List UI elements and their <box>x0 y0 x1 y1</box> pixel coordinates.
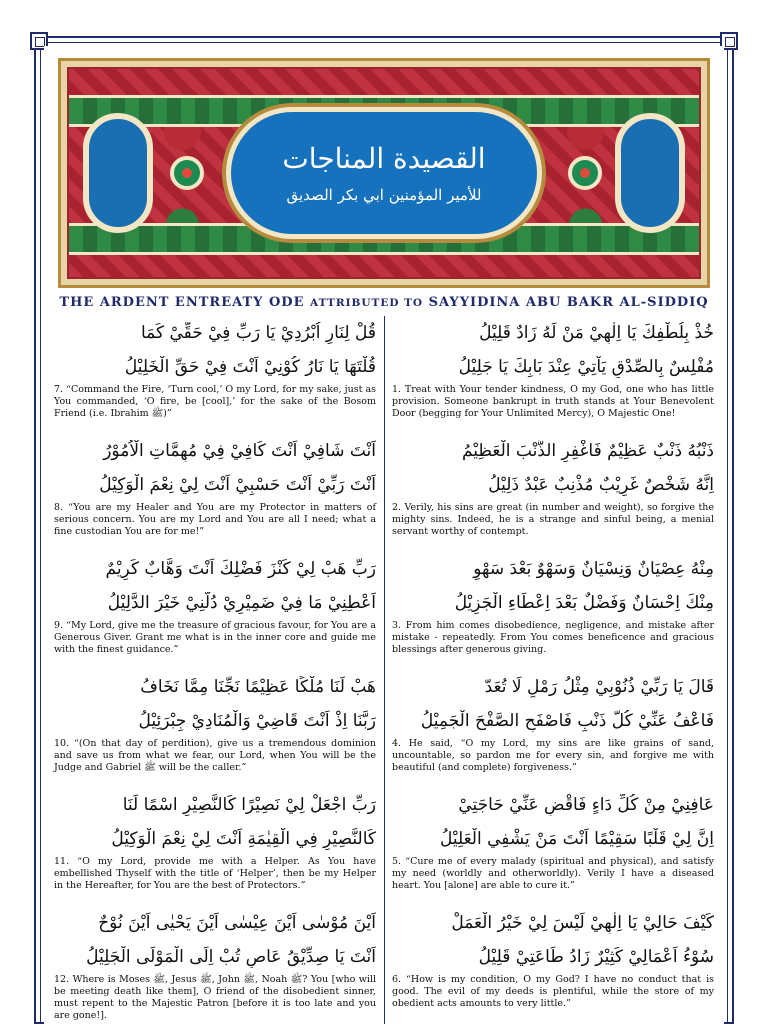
heading-part-2: ATTRIBUTED TO <box>310 297 424 309</box>
arabic-line-1: اَنْتَ شَافِيْ اَنْتَ كَافِيْ فِيْ مُهِمَّاتِ الْاُمُوْرُ <box>103 441 376 461</box>
ornamental-banner <box>58 58 710 288</box>
translation: 3. From him comes disobedience, negligence, and mistake after mistake - repeatedly. From You comes beneficence and gracious blessings after generous giving. <box>392 620 714 655</box>
arabic-line-1: رَبِّ هَبْ لِيْ كَنْزَ فَضْلِكَ اَنْتَ وَهَّابٌ كَرِيْمٌ <box>105 559 376 579</box>
verse-9 <box>54 558 376 656</box>
page <box>44 46 724 1024</box>
heading-part-1: THE ARDENT ENTREATY ODE <box>59 295 305 310</box>
arabic-line-2: كَالنَّصِيْرِ فِي الْقِيٰمَةِ اَنْتَ لِيْ نِعْمَ الْوَكِيْلُ <box>111 829 376 849</box>
arabic-line-1: رَبِّ اجْعَلْ لِيْ نَصِيْرًا كَالنَّصِيْرِ اسْمًا لَنَا <box>122 795 376 815</box>
arabic-line-2: مُفْلِسٌ بِالصِّدْقِ يَاْتِيْ عِنْدَ بَابِكَ يَا جَلِيْلُ <box>458 357 714 377</box>
arabic-line-1: اَيْنَ مُوْسٰى اَيْنَ عِيْسٰى اَيْنَ يَحْيٰى اَيْنَ نُوْحٌ <box>98 913 376 933</box>
translation: 1. Treat with Your tender kindness, O my God, one who has little provision. Someone bankrupt in truth stands at Your Benevolent Door (begging for Your Unlimited Mercy), O Majestic One! <box>392 384 714 419</box>
side-medallion-left <box>83 113 153 233</box>
verse-12 <box>54 912 376 1022</box>
verse-columns <box>44 316 724 1024</box>
arabesque-pattern <box>67 67 701 279</box>
arabic-line-2: اِنَّهُ شَخْصٌ غَرِيْبٌ مُذْنِبٌ عَبْدٌ ذَلِيْلُ <box>488 475 714 495</box>
translation: 5. “Cure me of every malady (spiritual and physical), and satisfy my need (worldly and otherworldly). Verily I have a diseased heart. You [alone] are able to cure it.” <box>392 856 714 891</box>
arabic-line-1: ذَنْبُهُ ذَنْبٌ عَظِيْمٌ فَاغْفِرِ الذَّنْبَ الْعَظِيْمُ <box>461 441 714 461</box>
verse-8 <box>54 440 376 538</box>
translation: 11. “O my Lord, provide me with a Helper. As You have embellished Thyself with the title of ‘Helper’, then be my Helper in the Hereafter, for You are the best of Protectors.” <box>54 856 376 891</box>
arabic-line-1: خُذْ بِلُطْفِكَ يَا اِلٰهِيْ مَنْ لَهُ زَادٌ قَلِيْلُ <box>479 323 714 343</box>
translation: 4. He said, “O my Lord, my sins are like grains of sand, uncountable, so pardon me for every sin, and forgive me with beautiful (and complete) forgiveness.” <box>392 738 714 773</box>
verse-1 <box>392 322 714 420</box>
arabic-line-2: اِنَّ لِيْ قَلْبًا سَقِيْمًا اَنْتَ مَنْ يَشْفِي الْعَلِيْلُ <box>439 829 714 849</box>
translation: 7. “Command the Fire, ‘Turn cool,’ O my Lord, for my sake, just as You commanded, ‘O fire, be [cool],’ for the sake of the Bosom Friend (i.e. Ibrahim ﷺ)” <box>54 384 376 419</box>
arabic-line-2: اَنْتَ يَا صِدِّيْقُ عَاصٍ تُبْ اِلَى الْمَوْلَى الْجَلِيْلُ <box>86 947 376 967</box>
rosette-icon <box>568 156 602 190</box>
arabic-line-1: قُلْ لِنَارٍ اُبْرُدِيْ يَا رَبِّ فِيْ حَقِّيْ كَمَا <box>140 323 376 343</box>
arabic-title: القصيدة المناجات <box>282 142 486 176</box>
verse-3 <box>392 558 714 656</box>
page-heading <box>44 295 724 310</box>
arabic-line-2: مِنْكَ اِحْسَانٌ وَفَضْلٌ بَعْدَ اِعْطَاءِ الْجَزِيْلُ <box>454 593 714 613</box>
translation: 6. “How is my condition, O my God? I have no conduct that is good. The evil of my deeds is plentiful, while the store of my obedient acts amounts to very little.” <box>392 974 714 1009</box>
arabic-line-2: فَاعْفُ عَنِّيْ كُلَّ ذَنْبٍ فَاصْفَحِ الصَّفْحَ الْجَمِيْلُ <box>420 711 714 731</box>
verse-6 <box>392 912 714 1010</box>
arabic-line-2: سُوْءُ اَعْمَالِيْ كَثِيْرٌ زَادُ طَاعَتِيْ قَلِيْلُ <box>478 947 714 967</box>
arabic-line-2: اَنْتَ رَبِّيْ اَنْتَ حَسْبِيْ اَنْتَ لِيْ نِعْمَ الْوَكِيْلُ <box>99 475 376 495</box>
translation: 2. Verily, his sins are great (in number and weight), so forgive the mighty sins. Indeed, he is a strange and sinful being, a menial servant worthy of contempt. <box>392 502 714 537</box>
translation: 9. “My Lord, give me the treasure of gracious favour, for You are a Generous Giver. Grant me what is in the inner core and guide me with the finest guidance.” <box>54 620 376 655</box>
arabic-line-2: قُلْتَهَا يَا نَارُ كُوْنِيْ اَنْتَ فِيْ حَقِّ الْخَلِيْلُ <box>124 357 376 377</box>
arabic-line-1: قَالَ يَا رَبِّيْ ذُنُوْبِيْ مِثْلُ رَمْلٍ لَا تُعَدّ <box>484 677 714 697</box>
arabic-line-1: كَيْفَ حَالِيْ يَا اِلٰهِيْ لَيْسَ لِيْ خَيْرُ الْعَمَلْ <box>451 913 714 933</box>
verse-5 <box>392 794 714 892</box>
translation: 8. “You are my Healer and You are my Protector in matters of serious concern. You are my Lord and You are all I need; what a fine custodian You are for me!” <box>54 502 376 537</box>
arabic-line-1: مِنْهُ عِصْيَانٌ وَنِسْيَانٌ وَسَهْوٌ بَعْدَ سَهْوٍ <box>473 559 714 579</box>
arabic-subtitle: للأمير المؤمنين ابي بكر الصديق <box>286 185 482 204</box>
heading-part-3: SAYYIDINA ABU BAKR AL-SIDDIQ <box>428 295 709 310</box>
rosette-icon <box>170 156 204 190</box>
verse-10 <box>54 676 376 774</box>
translation: 12. Where is Moses ﷺ, Jesus ﷺ, John ﷺ, Noah ﷺ? You [who will be meeting death like them], O friend of the disobedient sinner, must repent to the Majestic Patron [before it is too late and you are gone!]. <box>54 974 377 1021</box>
verse-7 <box>54 322 376 420</box>
arabic-line-1: عَافِنِيْ مِنْ كُلِّ دَاءٍ فَاقْضِ عَنِّيْ حَاجَتِيْ <box>458 795 714 815</box>
arabic-line-2: اَعْطِنِيْ مَا فِيْ ضَمِيْرِيْ دُلَّنِيْ خَيْرَ الدَّلِيْلُ <box>107 593 376 613</box>
verse-2 <box>392 440 714 538</box>
title-cartouche <box>226 107 542 239</box>
column-divider <box>384 316 385 1024</box>
side-medallion-right <box>615 113 685 233</box>
arabic-line-2: رَبَّنَا اِذْ اَنْتَ قَاضِيْ وَالْمُنَادِيْ جِبْرَئِيْلُ <box>138 711 376 731</box>
arabic-line-1: هَبْ لَنَا مُلْكًا عَظِيْمًا نَجِّنَا مِمَّا نَخَافُ <box>140 677 376 697</box>
verse-4 <box>392 676 714 774</box>
translation: 10. “(On that day of perdition), give us a tremendous dominion and save us from what we fear, our Lord, when You will be the Judge and Gabriel ﷺ will be the caller.” <box>54 738 376 773</box>
verse-11 <box>54 794 376 892</box>
